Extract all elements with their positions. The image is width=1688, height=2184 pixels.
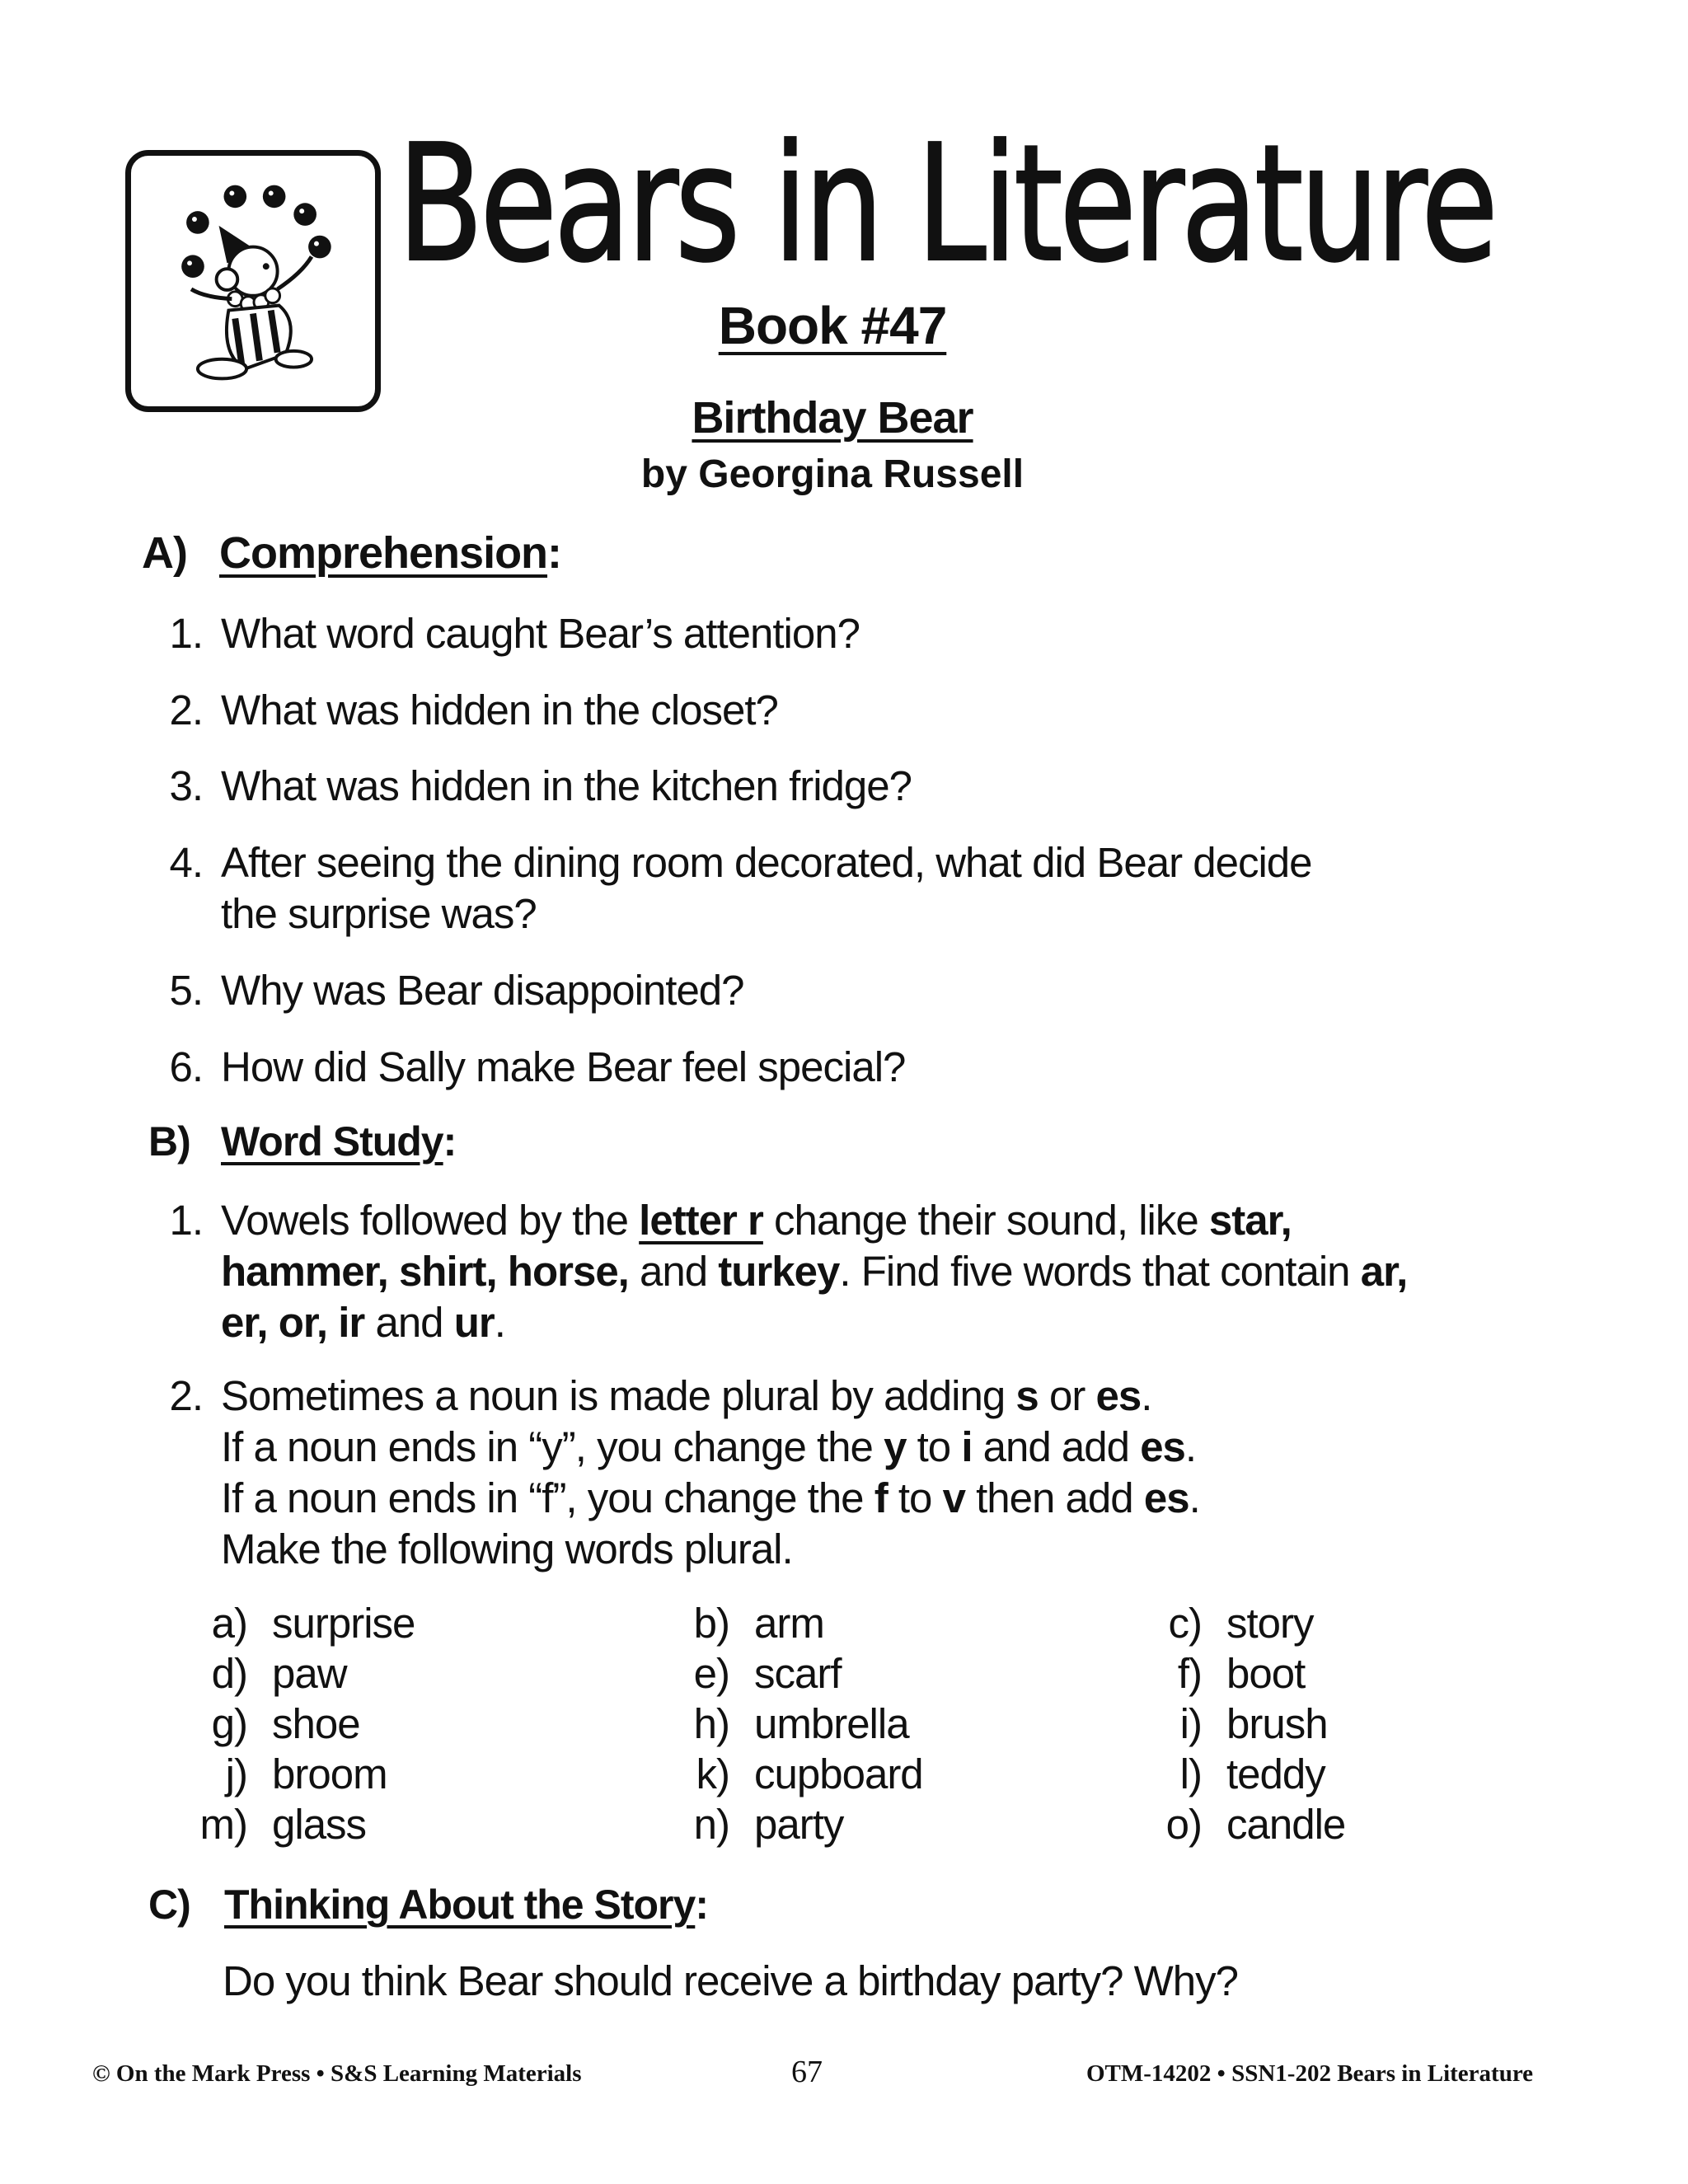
word-item — [165, 1649, 347, 1698]
word-text: glass — [272, 1801, 367, 1848]
question-text: Sometimes a noun is made plural by adding — [221, 1372, 1016, 1419]
word-text: broom — [272, 1750, 387, 1797]
juggling-clown-bear-icon — [131, 156, 375, 406]
word-row — [165, 1699, 1451, 1750]
word-label: e) — [693, 1650, 729, 1697]
question-text: What was hidden in the kitchen fridge? — [221, 762, 912, 809]
word-item — [647, 1750, 923, 1798]
section-b-heading — [148, 1118, 456, 1165]
page-number: 67 — [791, 2055, 823, 2089]
word-label: f) — [1177, 1650, 1202, 1697]
word-study-question-2 — [138, 1371, 1200, 1575]
question-text: Make the following words plural. — [221, 1526, 793, 1572]
section-title: Comprehension — [219, 528, 548, 578]
question-text: Why was Bear disappointed? — [221, 967, 744, 1014]
emphasis-text: er, or, ir — [221, 1299, 365, 1346]
word-item — [647, 1699, 909, 1748]
book-number-text: Book #47 — [718, 296, 947, 355]
question-item — [138, 761, 912, 812]
section-colon: : — [695, 1882, 708, 1928]
section-title: Word Study — [221, 1118, 443, 1165]
emphasis-text: v — [942, 1474, 965, 1521]
word-label: n) — [693, 1801, 729, 1848]
word-row — [165, 1599, 1451, 1650]
word-label: g) — [211, 1700, 247, 1747]
word-text: boot — [1226, 1650, 1306, 1697]
word-text: umbrella — [754, 1700, 909, 1747]
section-colon: : — [547, 528, 562, 578]
word-label: k) — [696, 1750, 729, 1797]
footer-product-code: OTM-14202 • SSN1-202 Bears in Literature — [1086, 2060, 1534, 2087]
author: by Georgina Russell — [640, 452, 1025, 496]
word-label: o) — [1165, 1801, 1202, 1848]
question-text: to — [887, 1474, 943, 1521]
emphasis-text: es — [1143, 1474, 1189, 1521]
question-text: What word caught Bear’s attention? — [221, 610, 860, 657]
question-number: 4. — [169, 839, 203, 886]
question-number: 2. — [169, 687, 203, 733]
word-item — [647, 1800, 843, 1849]
word-text: party — [754, 1801, 844, 1848]
emphasis-text: hammer, shirt, horse, — [221, 1248, 629, 1295]
word-label: b) — [693, 1600, 729, 1647]
word-label: j) — [225, 1750, 247, 1797]
question-text: change their sound, like — [762, 1197, 1209, 1244]
word-label: m) — [199, 1801, 247, 1848]
section-c-heading — [148, 1881, 708, 1929]
word-label: d) — [211, 1650, 247, 1697]
emphasis-text: s — [1015, 1372, 1039, 1419]
question-text: to — [906, 1423, 962, 1470]
question-text: and — [628, 1248, 719, 1295]
word-label: l) — [1179, 1750, 1202, 1797]
question-text: . — [1141, 1372, 1152, 1419]
question-text: . — [494, 1299, 505, 1346]
word-text: candle — [1226, 1801, 1346, 1848]
question-number: 2. — [169, 1372, 203, 1419]
footer-copyright: © On the Mark Press • S&S Learning Materials — [92, 2060, 582, 2087]
question-item — [138, 965, 744, 1016]
word-text: story — [1226, 1600, 1314, 1647]
question-number: 1. — [169, 1197, 203, 1244]
word-study-question-1 — [138, 1195, 1407, 1348]
emphasis-text: ur — [453, 1299, 495, 1346]
question-text: and add — [972, 1423, 1141, 1470]
word-text: surprise — [272, 1600, 415, 1647]
word-label: i) — [1179, 1700, 1202, 1747]
word-item — [1119, 1750, 1325, 1798]
question-text: If a noun ends in “y”, you change the — [221, 1423, 884, 1470]
word-label: a) — [211, 1600, 247, 1647]
question-text: . — [1184, 1423, 1197, 1470]
question-text: or — [1038, 1372, 1096, 1419]
section-a-heading — [142, 527, 561, 579]
question-text: . — [1189, 1474, 1200, 1521]
question-text: After seeing the dining room decorated, what did Bear decide — [221, 839, 1312, 886]
section-letter: C) — [148, 1882, 190, 1928]
question-text: If a noun ends in “f”, you change the — [221, 1474, 874, 1521]
emphasis-text: ar, — [1360, 1248, 1408, 1295]
word-item — [165, 1699, 360, 1748]
word-text: cupboard — [754, 1750, 923, 1797]
section-letter: B) — [148, 1118, 190, 1165]
word-text: brush — [1226, 1700, 1328, 1747]
question-text: How did Sally make Bear feel special? — [221, 1043, 906, 1090]
emphasis-text: y — [884, 1423, 907, 1470]
question-number: 3. — [169, 762, 203, 809]
question-text: and — [364, 1299, 454, 1346]
emphasis-text: star, — [1208, 1197, 1292, 1244]
emphasis-text: es — [1140, 1423, 1185, 1470]
emphasis-text: letter r — [639, 1197, 763, 1244]
word-item — [1119, 1800, 1345, 1849]
question-text-continued: the surprise was? — [221, 890, 537, 937]
word-item — [165, 1750, 387, 1798]
page-title: Bears in Literature — [397, 110, 1495, 298]
story-title-text: Birthday Bear — [692, 393, 973, 443]
word-row — [165, 1750, 1451, 1801]
word-text: arm — [754, 1600, 824, 1647]
word-text: teddy — [1226, 1750, 1325, 1797]
emphasis-text: f — [874, 1474, 888, 1521]
word-item — [1119, 1699, 1328, 1748]
word-text: shoe — [272, 1700, 360, 1747]
emphasis-text: es — [1095, 1372, 1142, 1419]
section-letter: A) — [142, 528, 187, 578]
word-row — [165, 1649, 1451, 1700]
question-text: What was hidden in the closet? — [221, 687, 778, 733]
word-item — [165, 1800, 366, 1849]
section-title: Thinking About the Story — [224, 1882, 696, 1928]
question-text: then add — [964, 1474, 1144, 1521]
word-item — [165, 1599, 415, 1647]
word-row — [165, 1800, 1451, 1851]
story-title — [0, 392, 1665, 443]
section-colon: : — [443, 1118, 457, 1165]
question-item — [138, 837, 1312, 940]
emphasis-text: turkey — [718, 1248, 840, 1295]
word-text: paw — [272, 1650, 347, 1697]
word-text: scarf — [754, 1650, 842, 1697]
thinking-question: Do you think Bear should receive a birthday party? Why? — [223, 1957, 1239, 2004]
question-text: Vowels followed by the — [221, 1197, 640, 1244]
word-item — [647, 1649, 842, 1698]
word-item — [647, 1599, 824, 1647]
question-item — [138, 608, 860, 659]
question-number: 5. — [169, 967, 203, 1014]
question-number: 1. — [169, 610, 203, 657]
word-item — [1119, 1599, 1314, 1647]
word-label: c) — [1168, 1600, 1202, 1647]
question-number: 6. — [169, 1043, 203, 1090]
question-item — [138, 1042, 905, 1093]
question-item — [138, 685, 778, 736]
book-number — [0, 295, 1665, 356]
question-text: . Find five words that contain — [839, 1248, 1361, 1295]
word-item — [1119, 1649, 1305, 1698]
emphasis-text: i — [961, 1423, 973, 1470]
word-label: h) — [693, 1700, 729, 1747]
logo-box — [125, 150, 381, 412]
